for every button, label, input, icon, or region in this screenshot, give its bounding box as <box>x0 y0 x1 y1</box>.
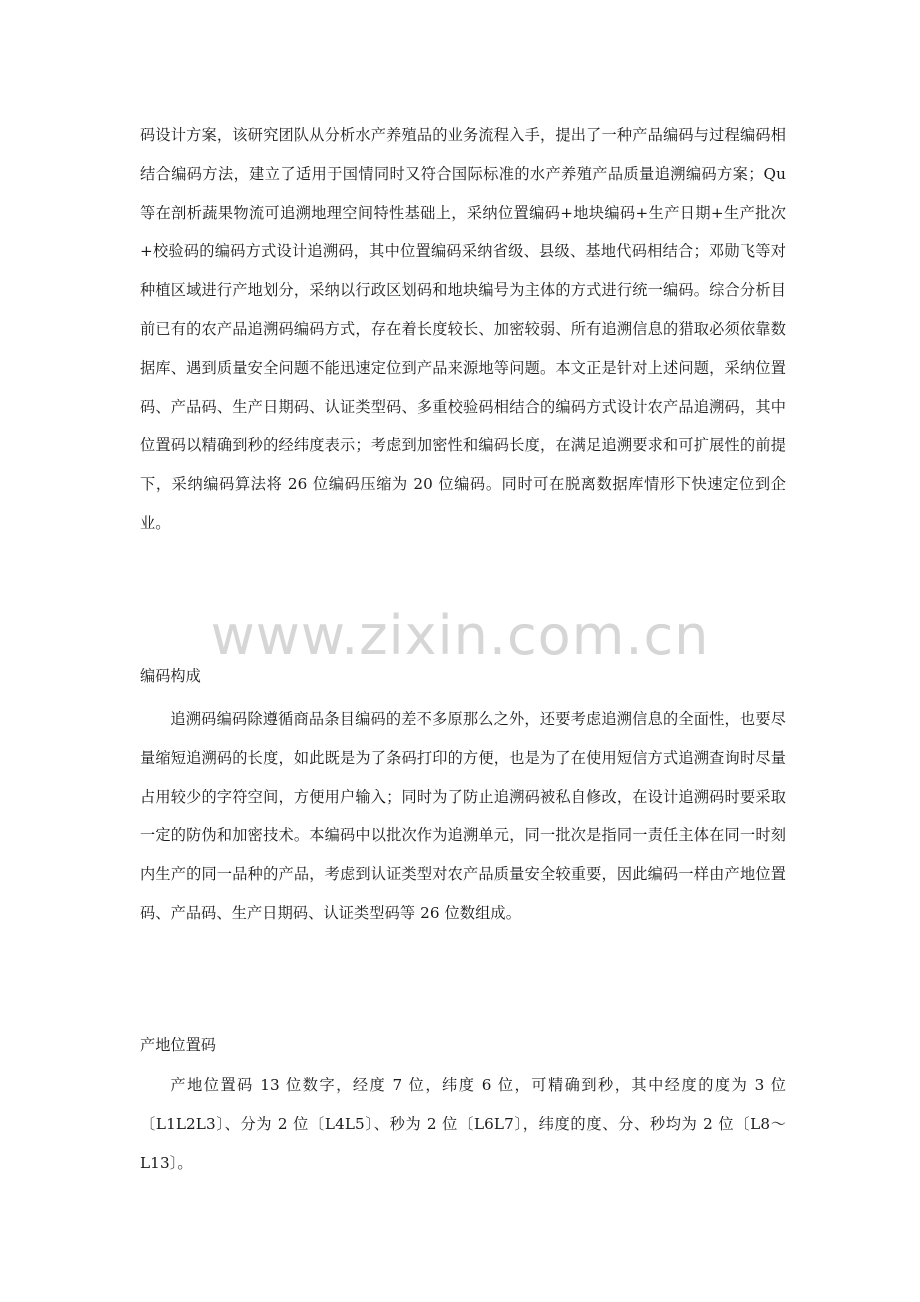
section-body-origin-location-code: 产地位置码 13 位数字，经度 7 位，纬度 6 位，可精确到秒，其中经度的度为 3 位〔L1L2L3〕、分为 2 位〔L4L5〕、秒为 2 位〔L6L7〕，纬度的度、分、秒均为 2 位〔L8～L13〕。 <box>140 1076 786 1172</box>
section-body-encoding-structure: 追溯码编码除遵循商品条目编码的差不多原那么之外，还要考虑追溯信息的全面性，也要尽量缩短追溯码的长度，如此既是为了条码打印的方便，也是为了在使用短信方式追溯查询时尽量占用较少的字符空间，方便用户输入；同时为了防止追溯码被私自修改，在设计追溯码时要采取一定的防伪和加密技术。本编码中以批次作为追溯单元，同一批次是指同一责任主体在同一时刻内生产的同一品种的产品，考虑到认证类型对农产品质量安全较重要，因此编码一样由产地位置码、产品码、生产日期码、认证类型码等 26 位数组成。 <box>140 710 786 922</box>
intro-paragraph: 码设计方案，该研究团队从分析水产养殖品的业务流程入手，提出了一种产品编码与过程编码相结合编码方法，建立了适用于国情同时又符合国际标准的水产养殖产品质量追溯编码方案；Qu 等在剖析蔬果物流可追溯地理空间特性基础上，采纳位置编码+地块编码+生产日期+生产批次+校验码的编码方式设计追溯码，其中位置编码采纳省级、县级、基地代码相结合；邓勋飞等对种植区域进行产地划分，采纳以行政区划码和地块编号为主体的方式进行统一编码。综合分析目前已有的农产品追溯码编码方式，存在着长度较长、加密较弱、所有追溯信息的猎取必须依靠数据库、遇到质量安全问题不能迅速定位到产品来源地等问题。本文正是针对上述问题，采纳位置码、产品码、生产日期码、认证类型码、多重校验码相结合的编码方式设计农产品追溯码，其中位置码以精确到秒的经纬度表示；考虑到加密性和编码长度，在满足追溯要求和可扩展性的前提下，采纳编码算法将 26 位编码压缩为 20 位编码。同时可在脱离数据库情形下快速定位到企业。 <box>140 126 786 532</box>
section-heading-encoding-structure: 编码构成 <box>140 667 201 685</box>
section-heading-origin-location-code: 产地位置码 <box>140 1036 216 1054</box>
watermark: www.zixin.com.cn <box>210 604 710 667</box>
